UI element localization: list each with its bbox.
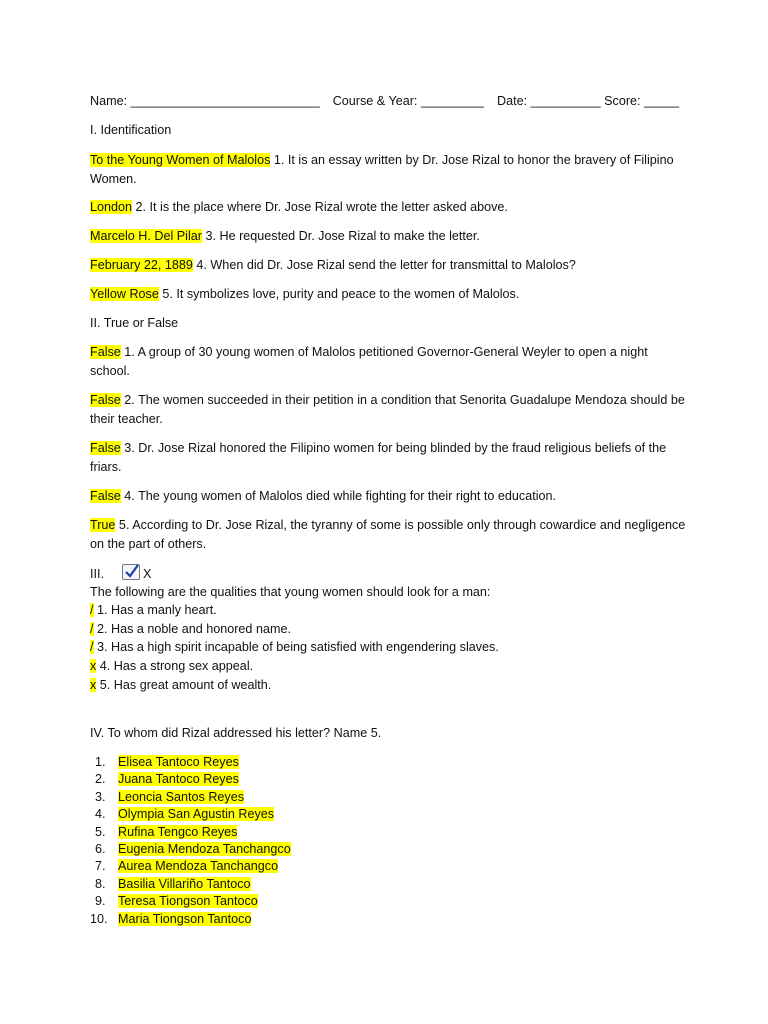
score-label: Score: xyxy=(604,94,641,108)
true-false-item-2 xyxy=(90,391,690,429)
answer-highlight: False xyxy=(90,489,121,503)
list-item: 6. Eugenia Mendoza Tanchangco xyxy=(95,842,291,856)
section-2-title: II. True or False xyxy=(90,316,179,330)
quality-text: 1. Has a manly heart. xyxy=(93,603,217,617)
list-item: 10. Maria Tiongson Tantoco xyxy=(90,912,252,926)
question-text: 4. When did Dr. Jose Rizal send the letter for transmittal to Malolos? xyxy=(192,258,576,272)
answer-highlight: February 22, 1889 xyxy=(90,258,193,272)
list-item: 5. Rufina Tengco Reyes xyxy=(95,825,238,839)
name-highlight: Maria Tiongson Tantoco xyxy=(118,912,252,926)
question-text: 1. It is an essay written by Dr. Jose Rizal to honor the bravery of Filipino Women. xyxy=(90,153,674,186)
true-false-item-5 xyxy=(90,516,690,554)
list-item: 9. Teresa Tiongson Tantoco xyxy=(95,894,258,908)
list-item: 3. Leoncia Santos Reyes xyxy=(95,790,245,804)
answer-highlight: Marcelo H. Del Pilar xyxy=(90,229,202,243)
answer-highlight: London xyxy=(90,200,133,214)
list-item: 1. Elisea Tantoco Reyes xyxy=(95,755,239,769)
quality-item-1 xyxy=(90,601,690,620)
mark-highlight: x xyxy=(90,678,97,692)
score-blank: _____ xyxy=(644,94,680,108)
section-3-prompt: The following are the qualities that young women should look for a man: xyxy=(90,585,491,599)
mark-highlight: / xyxy=(90,622,94,636)
name-highlight: Teresa Tiongson Tantoco xyxy=(118,894,258,908)
true-false-item-4 xyxy=(90,487,690,506)
question-text: 5. According to Dr. Jose Rizal, the tyranny of some is possible only through cowardice and negligence on the part of others. xyxy=(90,518,686,551)
quality-item-5 xyxy=(90,676,690,695)
question-text: 4. The young women of Malolos died while fighting for their right to education. xyxy=(120,489,557,503)
question-text: 1. A group of 30 young women of Malolos petitioned Governor-General Weyler to open a night school. xyxy=(90,345,648,378)
name-highlight: Aurea Mendoza Tanchangco xyxy=(118,859,279,873)
true-false-item-3 xyxy=(90,439,690,477)
list-item: 7. Aurea Mendoza Tanchangco xyxy=(95,859,279,873)
identification-item-3 xyxy=(90,227,690,246)
list-item: 8. Basilia Villariño Tantoco xyxy=(95,877,251,891)
name-label: Name: xyxy=(90,94,128,108)
quality-text: 4. Has a strong sex appeal. xyxy=(96,659,254,673)
name-highlight: Olympia San Agustin Reyes xyxy=(118,807,275,821)
identification-item-5 xyxy=(90,285,690,304)
section-1-title: I. Identification xyxy=(90,123,172,137)
section-3-title-line xyxy=(90,564,690,584)
quality-text: 3. Has a high spirit incapable of being satisfied with engendering slaves. xyxy=(93,640,499,654)
quality-text: 5. Has great amount of wealth. xyxy=(96,678,272,692)
mark-highlight: / xyxy=(90,640,94,654)
answer-highlight: False xyxy=(90,393,121,407)
quality-item-2 xyxy=(90,620,690,639)
question-text: 3. He requested Dr. Jose Rizal to make the letter. xyxy=(201,229,480,243)
name-highlight: Elisea Tantoco Reyes xyxy=(118,755,239,769)
name-highlight: Leoncia Santos Reyes xyxy=(118,790,245,804)
course-label: Course & Year: xyxy=(332,94,418,108)
question-text: 2. It is the place where Dr. Jose Rizal wrote the letter asked above. xyxy=(132,200,508,214)
question-text: 2. The women succeeded in their petition in a condition that Senorita Guadalupe Mendoza should be their teacher. xyxy=(90,393,685,426)
list-item: 2. Juana Tantoco Reyes xyxy=(95,772,239,786)
name-highlight: Rufina Tengco Reyes xyxy=(118,825,238,839)
date-blank: __________ xyxy=(530,94,601,108)
mark-highlight: / xyxy=(90,603,94,617)
question-text: 5. It symbolizes love, purity and peace to the women of Malolos. xyxy=(158,287,520,301)
checkmark-icon xyxy=(122,564,140,580)
answer-highlight: False xyxy=(90,441,121,455)
header-line xyxy=(90,92,730,111)
quality-item-4 xyxy=(90,657,690,676)
answer-highlight: Yellow Rose xyxy=(90,287,159,301)
mark-highlight: x xyxy=(90,659,97,673)
true-false-item-1 xyxy=(90,343,690,381)
quality-item-3 xyxy=(90,638,690,657)
answer-highlight: To the Young Women of Malolos xyxy=(90,153,271,167)
course-blank: _________ xyxy=(420,94,484,108)
answer-highlight: False xyxy=(90,345,121,359)
identification-item-2 xyxy=(90,198,690,217)
quality-text: 2. Has a noble and honored name. xyxy=(93,622,291,636)
list-item: 4. Olympia San Agustin Reyes xyxy=(95,807,275,821)
section-3-title: III. xyxy=(90,567,104,581)
name-highlight: Juana Tantoco Reyes xyxy=(118,772,239,786)
x-label: X xyxy=(143,567,152,581)
name-blank: ___________________________ xyxy=(130,94,320,108)
question-text: 3. Dr. Jose Rizal honored the Filipino women for being blinded by the fraud religious beliefs of the friars. xyxy=(90,441,667,474)
identification-item-1 xyxy=(90,151,690,189)
name-highlight: Basilia Villariño Tantoco xyxy=(118,877,251,891)
date-label: Date: xyxy=(496,94,528,108)
section-4-title: IV. To whom did Rizal addressed his letter? Name 5. xyxy=(90,726,382,740)
identification-item-4 xyxy=(90,256,690,275)
answer-highlight: True xyxy=(90,518,116,532)
name-highlight: Eugenia Mendoza Tanchangco xyxy=(118,842,291,856)
